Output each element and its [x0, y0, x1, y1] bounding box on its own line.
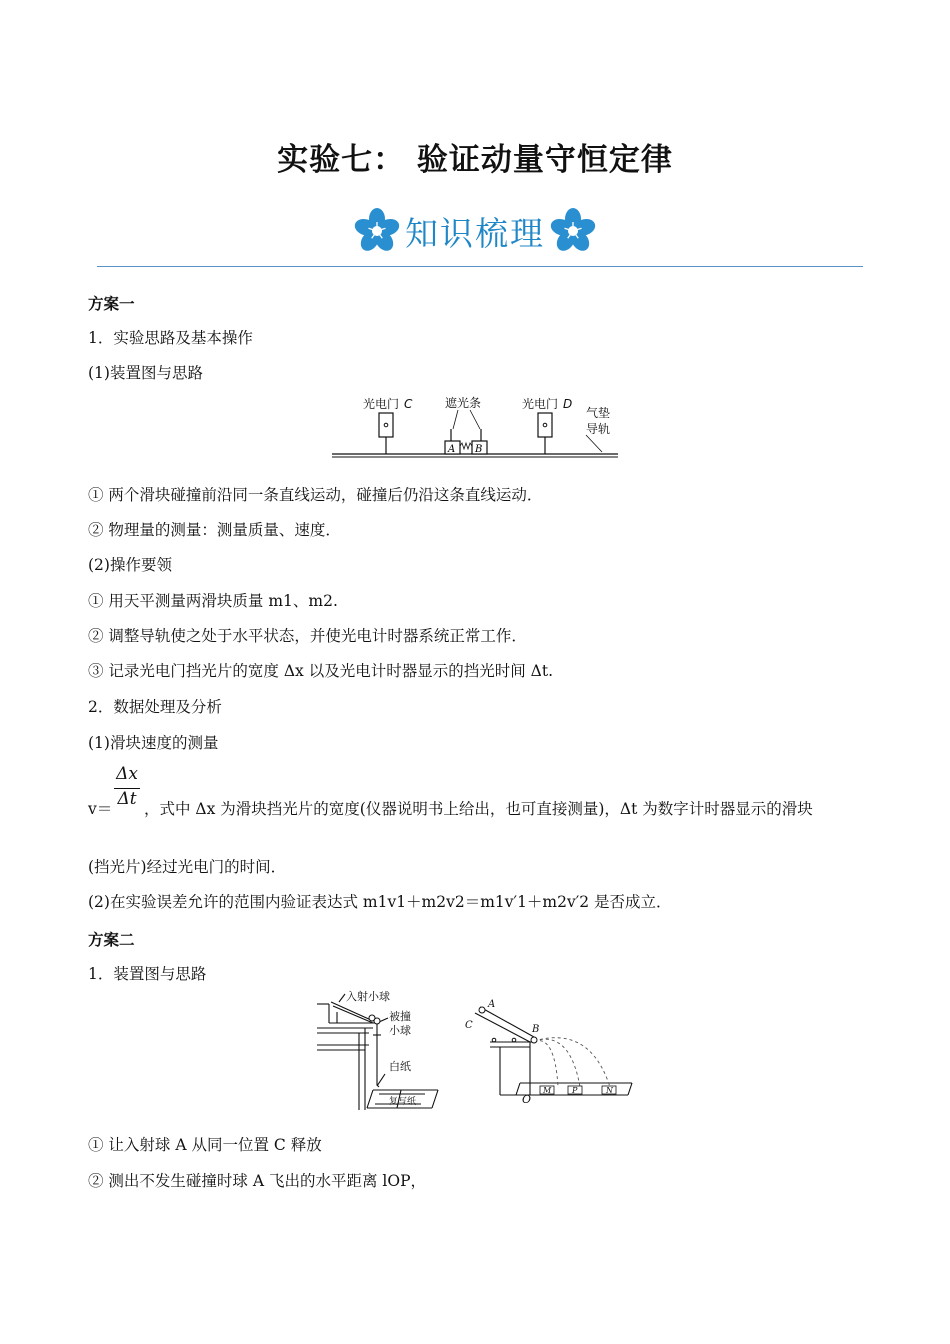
point-m-label: M	[543, 1086, 552, 1095]
fraction-denominator: Δt	[117, 789, 137, 809]
gate-c-label: 光电门	[363, 397, 400, 411]
gate-c-letter: C	[404, 397, 413, 411]
sub-heading: (2)操作要领	[88, 556, 172, 574]
list-item: ① 用天平测量两滑块质量 m1、m2.	[88, 592, 338, 610]
list-item: ① 让入射球 A 从同一位置 C 释放	[88, 1136, 322, 1154]
carbon-paper-label: 复写纸	[389, 1097, 417, 1107]
plan-one-heading: 方案一	[88, 295, 135, 313]
header-divider	[97, 266, 863, 267]
velocity-formula-prefix: v＝	[88, 800, 113, 818]
sub-heading: (1)滑块速度的测量	[88, 734, 219, 752]
banner-title: 知识梳理	[405, 213, 545, 253]
plan-two-heading: 方案二	[88, 931, 135, 949]
gate-d-letter: D	[563, 397, 573, 411]
page-title: 实验七： 验证动量守恒定律	[277, 142, 673, 178]
list-item: ② 调整导轨使之处于水平状态，并使光电计时器系统正常工作．	[88, 627, 527, 645]
section-banner	[0, 203, 950, 259]
step-heading: 1．装置图与思路	[88, 965, 207, 983]
step-heading: 1．实验思路及基本操作	[88, 329, 253, 347]
point-a-label: A	[488, 999, 496, 1010]
flower-icon	[549, 207, 597, 255]
flower-icon	[353, 207, 401, 255]
target-ball-label-1: 被撞	[389, 1010, 411, 1023]
paragraph: (挡光片)经过光电门的时间．	[88, 858, 287, 876]
velocity-fraction	[114, 764, 140, 813]
fraction-numerator: Δx	[116, 764, 138, 784]
paragraph: ，式中 Δx 为滑块挡光片的宽度(仪器说明书上给出，也可直接测量)，Δt 为数字计时器显示的滑块	[144, 800, 813, 818]
list-item: ② 测出不发生碰撞时球 A 飞出的水平距离 lOP，	[88, 1172, 426, 1190]
rail-label-2: 导轨	[586, 422, 611, 436]
list-item: ② 物理量的测量：测量质量、速度．	[88, 521, 341, 539]
white-paper-label: 白纸	[389, 1060, 411, 1073]
point-c-label: C	[465, 1020, 473, 1031]
point-b-label: B	[532, 1024, 540, 1035]
trajectory-diagram	[460, 995, 635, 1105]
list-item: ① 两个滑块碰撞前沿同一条直线运动，碰撞后仍沿这条直线运动．	[88, 486, 543, 504]
air-track-diagram	[330, 388, 625, 460]
strip-label: 遮光条	[445, 396, 482, 410]
sub-heading: (1)装置图与思路	[88, 364, 203, 382]
target-ball-label-2: 小球	[389, 1024, 411, 1037]
incident-ball-label: 入射小球	[346, 990, 390, 1003]
point-p-label: P	[572, 1086, 578, 1095]
list-item: ③ 记录光电门挡光片的宽度 Δx 以及光电计时器显示的挡光时间 Δt.	[88, 662, 553, 680]
rail-label-1: 气垫	[586, 406, 611, 420]
point-n-label: N	[606, 1086, 613, 1095]
gate-d-label: 光电门	[522, 397, 559, 411]
block-b-label: B	[475, 444, 483, 455]
block-a-label: A	[448, 444, 456, 455]
point-o-label: O	[522, 1093, 532, 1105]
collision-apparatus-diagram	[313, 990, 448, 1115]
paragraph: (2)在实验误差允许的范围内验证表达式 m1v1＋m2v2＝m1v′1＋m2v′2 是否成立．	[88, 893, 672, 911]
step-heading: 2．数据处理及分析	[88, 698, 222, 716]
